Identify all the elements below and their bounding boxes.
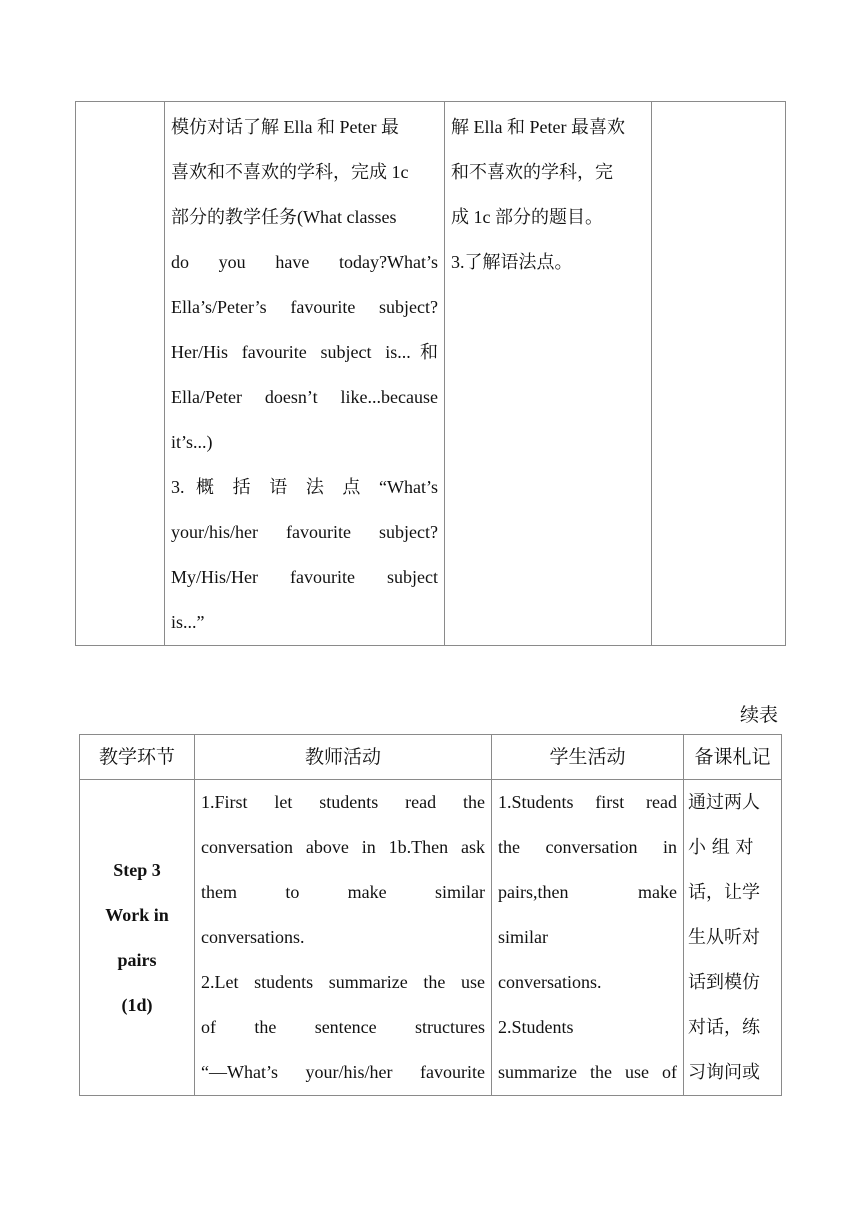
text-line: them to make similar	[201, 882, 485, 902]
header-student: 学生活动	[492, 735, 684, 780]
text-line: 解 Ella 和 Peter 最喜欢	[451, 117, 625, 137]
text-line: 3.了解语法点。	[451, 252, 573, 272]
text-line: 成 1c 部分的题目。	[451, 207, 603, 227]
text-line: 话，让学	[688, 882, 760, 903]
text-line: do you have today?What’s	[171, 252, 438, 272]
header-stage: 教学环节	[80, 735, 195, 780]
text-line: 话到模仿	[688, 972, 760, 993]
table2-student-cell	[492, 780, 684, 1096]
text-line: summarize the use of	[498, 1062, 677, 1082]
text-line: conversations.	[201, 927, 305, 947]
table1-teacher-cell	[165, 102, 445, 646]
step-cell	[80, 780, 195, 1096]
text-line: conversation above in 1b.Then ask	[201, 837, 485, 857]
step-line: pairs	[117, 949, 157, 970]
text-line: 生从听对	[688, 927, 760, 948]
table1-student-cell	[445, 102, 652, 646]
text-line: it’s...)	[171, 432, 213, 452]
text-line: 小 组 对	[688, 837, 754, 858]
text-line: 3. 概 括 语 法 点 “What’s	[171, 477, 438, 497]
text-line: 1.First let students read the	[201, 792, 485, 812]
text-line: conversations.	[498, 972, 602, 992]
text-line: Ella/Peter doesn’t like...because	[171, 387, 438, 407]
lesson-table-part2	[79, 734, 782, 1096]
text-line: pairs,then make	[498, 882, 677, 902]
table1-notes-cell	[652, 102, 786, 646]
text-line: 2.Let students summarize the use	[201, 972, 485, 992]
text-line: 部分的教学任务(What classes	[171, 207, 397, 227]
text-line: similar	[498, 927, 548, 947]
continued-label: 续表	[739, 704, 778, 726]
text-line: of the sentence structures	[201, 1017, 485, 1037]
table2-teacher-cell	[195, 780, 492, 1096]
text-line: 喜欢和不喜欢的学科，完成 1c	[171, 162, 409, 182]
text-line: My/His/Her favourite subject	[171, 567, 438, 587]
header-teacher: 教师活动	[195, 735, 492, 780]
table2-notes-cell	[684, 780, 782, 1096]
text-line: Ella’s/Peter’s favourite subject?	[171, 297, 438, 317]
text-line: is...”	[171, 612, 205, 632]
text-line: 对话，练	[688, 1017, 760, 1038]
text-line: “—What’s your/his/her favourite	[201, 1062, 485, 1082]
lesson-table-part1	[75, 101, 786, 646]
text-line: your/his/her favourite subject?	[171, 522, 438, 542]
text-line: Her/His favourite subject is...和	[171, 342, 438, 362]
text-line: 2.Students	[498, 1017, 574, 1037]
text-line: 模仿对话了解 Ella 和 Peter 最	[171, 117, 399, 137]
table1-stage-cell	[76, 102, 165, 646]
header-notes: 备课札记	[684, 735, 782, 780]
step-line: (1d)	[121, 994, 153, 1015]
text-line: the conversation in	[498, 837, 677, 857]
step-line: Work in	[105, 904, 169, 925]
text-line: 1.Students first read	[498, 792, 677, 812]
text-line: 习询问或	[688, 1062, 760, 1083]
step-line: Step 3	[113, 859, 161, 880]
text-line: 和不喜欢的学科，完	[451, 162, 613, 182]
text-line: 通过两人	[688, 792, 760, 813]
